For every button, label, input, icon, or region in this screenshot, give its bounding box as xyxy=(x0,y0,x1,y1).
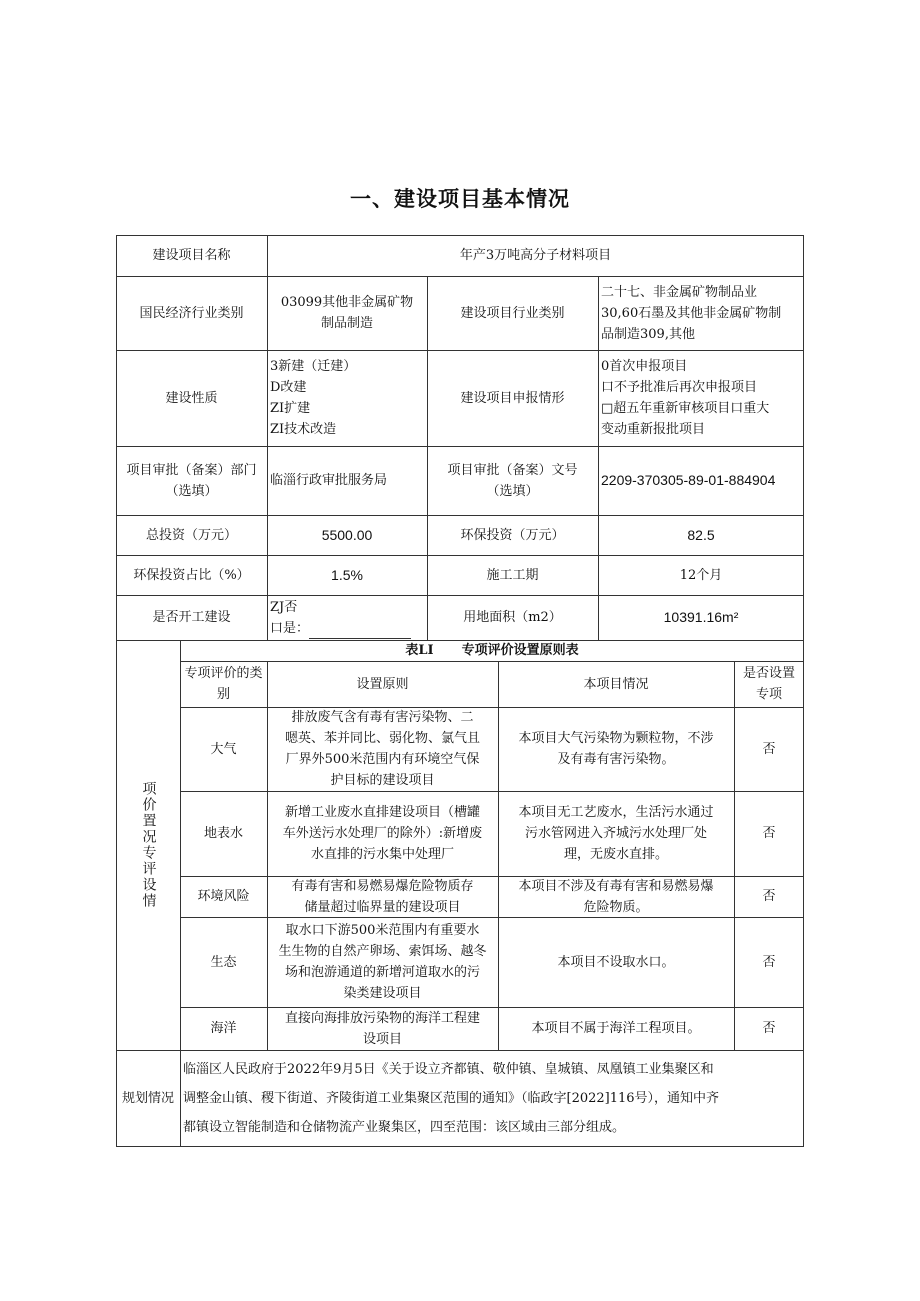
eval-category: 大气 xyxy=(210,741,237,757)
started-option-yes-label: 口是： xyxy=(270,620,310,636)
approval-dept-label-line: （选填） xyxy=(165,483,218,499)
industry-line: 制品制造 xyxy=(320,316,373,331)
principle-line: 设项目 xyxy=(362,1031,402,1047)
total-investment-label: 总投资（万元） xyxy=(145,527,237,543)
table-name: 专项评价设置原则表 xyxy=(461,643,579,658)
eval-situation xyxy=(498,791,734,876)
nature-option: ZI扩建 xyxy=(270,401,311,416)
special-eval-side-text: 项价置况专评设情 xyxy=(140,781,157,909)
report-option: 变动重新报批项目 xyxy=(601,422,706,437)
approval-docno-value: 2209-370305-89-01-884904 xyxy=(601,472,776,488)
project-basic-info-table xyxy=(116,235,804,1147)
started-label: 是否开工建设 xyxy=(152,610,231,625)
planning-line: 调整金山镇、稷下街道、齐陵街道工业集聚区范围的通知》（临政字[2022]116号），通知中齐 xyxy=(183,1090,720,1106)
eval-principle xyxy=(267,707,498,791)
industry-label: 国民经济行业类别 xyxy=(139,305,244,321)
situation-line: 及有毒有害污染物。 xyxy=(557,752,675,767)
env-ratio-value: 1.5% xyxy=(331,566,363,583)
situation-line: 本项目无工艺废水，生活污水通过 xyxy=(518,805,714,820)
project-industry-label: 建设项目行业类别 xyxy=(460,305,565,321)
nature-option: D改建 xyxy=(270,380,307,395)
eval-setup: 否 xyxy=(762,1021,776,1036)
header-setup: 是否设置专项 xyxy=(742,666,795,702)
report-options xyxy=(598,350,804,446)
planning-label: 规划情况 xyxy=(121,1090,174,1106)
principle-line: 车外送污水处理厂的除外）:新增废 xyxy=(282,826,483,841)
nature-label: 建设性质 xyxy=(165,390,218,406)
started-date-blank xyxy=(309,624,411,639)
eval-category: 地表水 xyxy=(203,826,243,841)
approval-docno-label-line: （选填） xyxy=(486,483,539,499)
principle-line: 染类建设项目 xyxy=(343,986,422,1001)
principle-line: 护目标的建设项目 xyxy=(330,773,435,788)
principle-line: 嗯英、苯并同比、弱化物、氯气且 xyxy=(284,731,480,746)
principle-line: 新增工业废水直排建设项目（槽罐 xyxy=(284,805,480,820)
land-area-value: 10391.16m² xyxy=(663,609,739,625)
env-ratio-label: 环保投资占比（%） xyxy=(133,567,250,583)
principle-line: 直接向海排放污染物的海洋工程建 xyxy=(284,1010,480,1026)
construction-period-value: 12个月 xyxy=(679,567,723,583)
started-option-yes xyxy=(270,618,411,639)
principle-line: 取水口下游500米范围内有重要水 xyxy=(285,923,480,938)
report-option: 0首次申报项目 xyxy=(601,359,688,374)
report-option: □超五年重新审核项目口重大 xyxy=(601,401,770,416)
project-industry-line: 品制造309,其他 xyxy=(601,326,695,342)
header-principle: 设置原则 xyxy=(356,676,409,692)
header-situation: 本项目情况 xyxy=(583,676,649,692)
planning-text xyxy=(180,1050,804,1146)
env-investment-value: 82.5 xyxy=(687,526,715,543)
project-industry-line: 二十七、非金属矿物制品业 xyxy=(601,284,758,300)
principle-line: 储量超过临界量的建设项目 xyxy=(304,899,461,915)
principle-line: 场和泡游通道的新增河道取水的污 xyxy=(284,965,480,980)
principle-line: 排放废气含有毒有害污染物、二 xyxy=(291,710,474,725)
project-industry-line: 30,60石墨及其他非金属矿物制 xyxy=(601,305,782,321)
planning-line: 都镇设立智能制造和仓储物流产业聚集区，四至范围：该区域由三部分组成。 xyxy=(183,1119,626,1135)
approval-dept-label-line: 项目审批（备案）部门 xyxy=(126,462,257,478)
total-investment-value: 5500.00 xyxy=(321,526,373,543)
principle-line: 水直排的污水集中处理厂 xyxy=(310,847,454,862)
eval-setup: 否 xyxy=(762,889,776,904)
report-label: 建设项目申报情形 xyxy=(460,390,565,406)
principle-line: 厂界外500米范围内有环境空气保 xyxy=(285,752,480,767)
approval-docno-label xyxy=(427,446,598,515)
env-investment-label: 环保投资（万元） xyxy=(460,527,565,543)
table-number: 表LI xyxy=(405,643,434,658)
project-name-value: 年产3万吨高分子材料项目 xyxy=(459,248,612,263)
situation-line: 本项目大气污染物为颗粒物，不涉 xyxy=(518,731,714,746)
report-option: 口不予批准后再次申报项目 xyxy=(601,380,758,395)
project-name-label: 建设项目名称 xyxy=(152,248,231,263)
eval-principle xyxy=(267,917,498,1007)
eval-situation xyxy=(498,876,734,917)
principle-line: 有毒有害和易燃易爆危险物质存 xyxy=(291,878,474,894)
started-options xyxy=(267,595,427,640)
approval-dept-label xyxy=(116,446,267,515)
eval-situation xyxy=(498,917,734,1007)
industry-value xyxy=(267,276,427,350)
situation-line: 本项目不属于海洋工程项目。 xyxy=(531,1021,701,1036)
started-option-no: ZJ否 xyxy=(270,599,298,615)
nature-option: 3新建（迁建） xyxy=(270,359,357,374)
eval-setup: 否 xyxy=(762,741,776,757)
project-industry-value xyxy=(598,276,804,350)
nature-option: ZI技术改造 xyxy=(270,422,337,437)
situation-line: 本项目不设取水口。 xyxy=(557,954,675,970)
eval-category: 海洋 xyxy=(210,1021,237,1036)
planning-line: 临淄区人民政府于2022年9月5日《关于设立齐都镇、敬仲镇、皇城镇、凤凰镇工业集聚区和 xyxy=(183,1061,714,1077)
eval-situation xyxy=(498,1007,734,1050)
eval-principle xyxy=(267,1007,498,1050)
eval-setup: 否 xyxy=(762,954,776,970)
eval-category: 生态 xyxy=(210,954,237,970)
special-eval-table-caption xyxy=(180,640,804,661)
approval-docno-label-line: 项目审批（备案）文号 xyxy=(447,462,578,478)
nature-options xyxy=(267,350,427,446)
eval-category: 环境风险 xyxy=(197,889,250,904)
situation-line: 污水管网进入齐城污水处理厂处 xyxy=(524,826,707,841)
principle-line: 生生物的自然产卵场、索饵场、越冬 xyxy=(278,944,487,959)
land-area-label: 用地面积（m2） xyxy=(463,610,562,625)
construction-period-label: 施工工期 xyxy=(486,567,539,583)
situation-line: 理，无废水直排。 xyxy=(563,847,668,862)
eval-principle xyxy=(267,876,498,917)
special-eval-side-label xyxy=(116,640,180,1050)
header-category: 专项评价的类别 xyxy=(184,666,263,702)
eval-setup: 否 xyxy=(762,826,776,841)
approval-dept-value: 临淄行政审批服务局 xyxy=(270,473,388,488)
page-title: 一、建设项目基本情况 xyxy=(350,187,570,211)
industry-line: 03099其他非金属矿物 xyxy=(280,295,414,310)
eval-principle xyxy=(267,791,498,876)
situation-line: 本项目不涉及有毒有害和易燃易爆 xyxy=(518,878,714,894)
eval-situation xyxy=(498,707,734,791)
situation-line: 危险物质。 xyxy=(583,899,649,915)
